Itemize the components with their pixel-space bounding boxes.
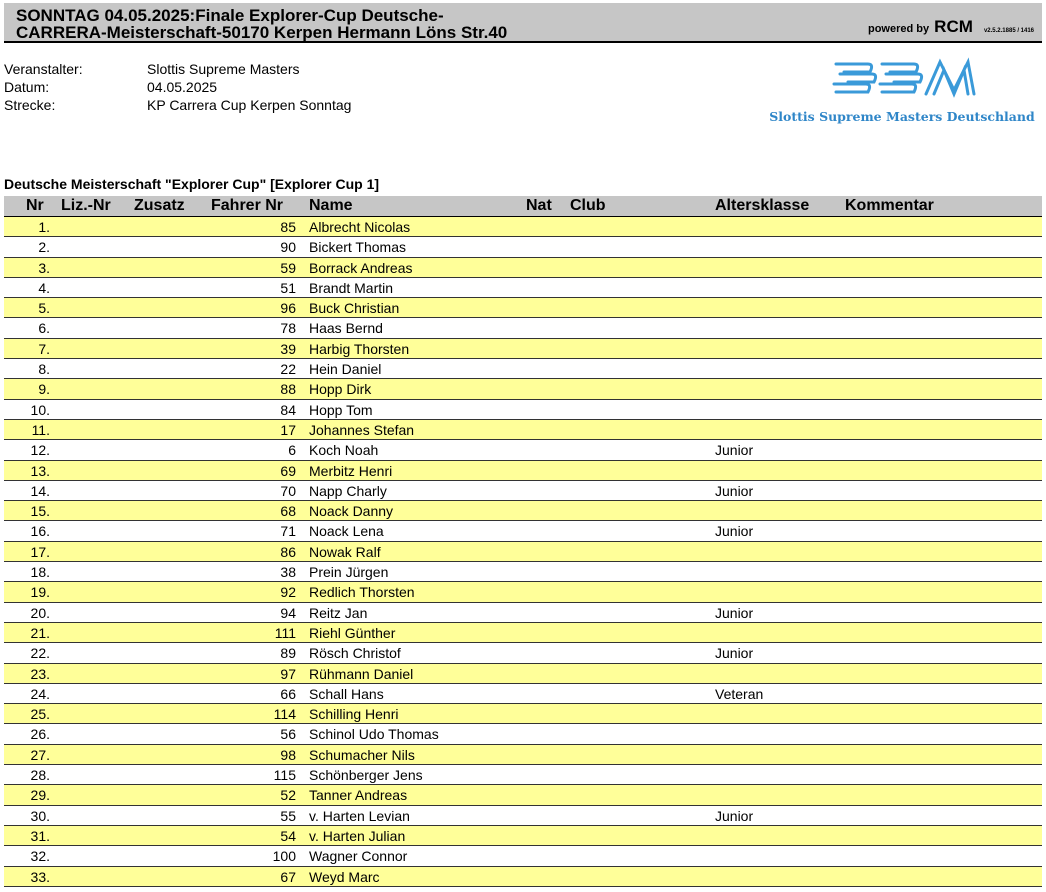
- table-row: [4, 704, 1042, 724]
- row-name: Merbitz Henri: [309, 462, 393, 479]
- table-row: [4, 278, 1042, 298]
- row-nr: 29.: [30, 787, 50, 804]
- table-row: [4, 846, 1042, 866]
- table-row: [4, 684, 1042, 704]
- row-fahrer-nr: 94: [280, 604, 296, 621]
- row-nr: 13.: [30, 462, 50, 479]
- table-row: [4, 562, 1042, 582]
- powered-by-label: powered by: [867, 23, 930, 35]
- row-fahrer-nr: 6: [288, 442, 296, 459]
- table-row: [4, 481, 1042, 501]
- veranstalter-label: Veranstalter:: [4, 61, 83, 77]
- table-row: [4, 542, 1042, 562]
- col-zusatz: Zusatz: [134, 197, 185, 214]
- col-altersklasse: Altersklasse: [715, 197, 810, 214]
- col-club: Club: [570, 197, 606, 214]
- logo-text: Slottis Supreme Masters Deutschland: [769, 109, 1035, 124]
- table-row: [4, 603, 1042, 623]
- row-fahrer-nr: 51: [280, 279, 296, 296]
- row-altersklasse: Junior: [715, 645, 754, 662]
- version-label: v2.5.2.1885 / 1416: [983, 28, 1034, 34]
- row-fahrer-nr: 52: [280, 787, 296, 804]
- table-row: [4, 501, 1042, 521]
- row-nr: 6.: [38, 320, 50, 337]
- row-fahrer-nr: 92: [280, 584, 296, 601]
- report-title-line-2: CARRERA-Meisterschaft-50170 Kerpen Hermann Löns Str.40: [16, 23, 508, 42]
- table-body: [4, 217, 1042, 887]
- table-row: [4, 359, 1042, 379]
- row-fahrer-nr: 98: [280, 746, 296, 763]
- row-nr: 26.: [30, 726, 50, 743]
- row-name: Johannes Stefan: [309, 421, 415, 438]
- row-nr: 27.: [30, 746, 50, 763]
- table-row: [4, 785, 1042, 805]
- row-name: Borrack Andreas: [309, 259, 413, 276]
- row-fahrer-nr: 59: [280, 259, 296, 276]
- row-fahrer-nr: 84: [280, 401, 296, 418]
- row-nr: 2.: [38, 239, 50, 256]
- row-nr: 21.: [30, 624, 50, 641]
- row-fahrer-nr: 22: [280, 361, 296, 378]
- table-row: [4, 400, 1042, 420]
- row-fahrer-nr: 85: [280, 219, 296, 235]
- table-row: [4, 521, 1042, 541]
- row-fahrer-nr: 90: [280, 239, 296, 256]
- row-nr: 17.: [30, 543, 50, 560]
- table-row: [4, 440, 1042, 460]
- report-title: [16, 7, 507, 41]
- table-row: [4, 379, 1042, 399]
- row-name: Prein Jürgen: [309, 564, 389, 581]
- row-nr: 33.: [30, 868, 50, 885]
- row-nr: 15.: [30, 503, 50, 520]
- row-fahrer-nr: 17: [280, 421, 296, 438]
- row-nr: 22.: [30, 645, 50, 662]
- row-fahrer-nr: 96: [280, 300, 296, 317]
- row-nr: 3.: [38, 259, 50, 276]
- row-fahrer-nr: 114: [273, 706, 296, 723]
- row-altersklasse: Junior: [715, 523, 754, 540]
- ssm-logo-mark: [764, 54, 1040, 106]
- section-title: Deutsche Meisterschaft "Explorer Cup" [Explorer Cup 1]: [4, 176, 380, 192]
- col-nr: Nr: [26, 197, 44, 214]
- row-nr: 16.: [30, 523, 50, 540]
- row-nr: 20.: [30, 604, 50, 621]
- row-name: Reitz Jan: [309, 604, 368, 621]
- row-name: Napp Charly: [309, 482, 387, 499]
- row-nr: 12.: [30, 442, 50, 459]
- row-fahrer-nr: 68: [280, 503, 296, 520]
- row-name: Bickert Thomas: [309, 239, 406, 256]
- row-altersklasse: Junior: [715, 482, 754, 499]
- row-nr: 31.: [30, 827, 50, 844]
- row-nr: 25.: [30, 706, 50, 723]
- ssm-logo: [764, 54, 1040, 126]
- row-name: Noack Lena: [309, 523, 384, 540]
- row-name: Wagner Connor: [309, 848, 408, 865]
- row-fahrer-nr: 100: [272, 848, 296, 865]
- row-nr: 19.: [30, 584, 50, 601]
- table-row: [4, 745, 1042, 765]
- row-name: Riehl Günther: [309, 624, 396, 641]
- row-altersklasse: Junior: [715, 807, 754, 824]
- row-name: Schumacher Nils: [309, 746, 415, 763]
- row-fahrer-nr: 78: [280, 320, 296, 337]
- row-altersklasse: Veteran: [715, 685, 764, 702]
- row-nr: 24.: [30, 685, 50, 702]
- row-fahrer-nr: 88: [280, 381, 296, 398]
- row-name: Noack Danny: [309, 503, 394, 520]
- row-name: Albrecht Nicolas: [309, 219, 411, 235]
- row-nr: 30.: [30, 807, 50, 824]
- strecke-label: Strecke:: [4, 97, 56, 113]
- row-name: Rühmann Daniel: [309, 665, 414, 682]
- row-nr: 28.: [30, 767, 50, 784]
- veranstalter-value: Slottis Supreme Masters: [147, 61, 300, 77]
- table-row: [4, 643, 1042, 663]
- table-row: [4, 461, 1042, 481]
- row-name: Haas Bernd: [309, 320, 383, 337]
- col-kommentar: Kommentar: [845, 197, 934, 214]
- row-fahrer-nr: 69: [280, 462, 296, 479]
- row-fahrer-nr: 70: [280, 482, 296, 499]
- row-nr: 14.: [30, 482, 50, 499]
- row-nr: 32.: [30, 848, 50, 865]
- row-fahrer-nr: 97: [280, 665, 296, 682]
- row-nr: 18.: [30, 564, 50, 581]
- row-nr: 5.: [38, 300, 50, 317]
- row-fahrer-nr: 55: [280, 807, 296, 824]
- row-fahrer-nr: 56: [280, 726, 296, 743]
- datum-value: 04.05.2025: [147, 79, 218, 95]
- row-fahrer-nr: 71: [280, 523, 296, 540]
- table-row: [4, 582, 1042, 602]
- row-fahrer-nr: 111: [274, 624, 296, 641]
- strecke-value: KP Carrera Cup Kerpen Sonntag: [147, 97, 352, 113]
- row-name: Hopp Tom: [309, 401, 373, 418]
- row-name: Schönberger Jens: [309, 767, 423, 784]
- table-row: [4, 420, 1042, 440]
- row-name: Rösch Christof: [309, 645, 401, 662]
- row-name: v. Harten Levian: [309, 807, 410, 824]
- row-altersklasse: Junior: [715, 442, 754, 459]
- row-name: Koch Noah: [309, 442, 379, 459]
- report-title-line-1: SONNTAG 04.05.2025:Finale Explorer-Cup Deutsche-: [16, 6, 444, 25]
- row-fahrer-nr: 86: [280, 543, 296, 560]
- brand-rcm: RCM: [934, 17, 973, 36]
- row-name: v. Harten Julian: [309, 827, 406, 844]
- row-altersklasse: Junior: [715, 604, 754, 621]
- row-name: Schinol Udo Thomas: [309, 726, 439, 743]
- powered-by: [868, 17, 1034, 37]
- row-name: Harbig Thorsten: [309, 340, 410, 357]
- row-fahrer-nr: 54: [280, 827, 296, 844]
- table-row: [4, 724, 1042, 744]
- table-row: [4, 318, 1042, 338]
- row-name: Brandt Martin: [309, 279, 394, 296]
- table-row: [4, 237, 1042, 257]
- table-row: [4, 867, 1042, 887]
- row-fahrer-nr: 39: [280, 340, 296, 357]
- row-name: Buck Christian: [309, 300, 400, 317]
- row-name: Tanner Andreas: [309, 787, 408, 804]
- table-header: [4, 196, 1042, 217]
- row-nr: 9.: [38, 381, 50, 398]
- report-title-bar: [4, 3, 1042, 43]
- table-row: [4, 664, 1042, 684]
- col-liz-nr: Liz.-Nr: [61, 197, 111, 214]
- col-fahrer-nr: Fahrer Nr: [211, 197, 284, 214]
- row-fahrer-nr: 115: [273, 767, 296, 784]
- row-fahrer-nr: 38: [280, 564, 296, 581]
- row-nr: 8.: [38, 361, 50, 378]
- row-name: Hein Daniel: [309, 361, 382, 378]
- row-nr: 11.: [31, 421, 50, 438]
- table-row: [4, 298, 1042, 318]
- row-nr: 1.: [38, 219, 50, 235]
- row-name: Schilling Henri: [309, 706, 399, 723]
- row-name: Redlich Thorsten: [309, 584, 415, 601]
- row-name: Nowak Ralf: [309, 543, 381, 560]
- row-nr: 4.: [38, 279, 50, 296]
- table-row: [4, 826, 1042, 846]
- table-row: [4, 623, 1042, 643]
- row-nr: 23.: [30, 665, 50, 682]
- row-fahrer-nr: 67: [280, 868, 296, 885]
- col-name: Name: [309, 197, 353, 214]
- row-nr: 10.: [30, 401, 50, 418]
- datum-label: Datum:: [4, 79, 50, 95]
- row-nr: 7.: [38, 340, 50, 357]
- table-row: [4, 806, 1042, 826]
- table-row: [4, 258, 1042, 278]
- row-name: Weyd Marc: [309, 868, 380, 885]
- col-nat: Nat: [526, 197, 552, 214]
- table-row: [4, 217, 1042, 237]
- row-fahrer-nr: 66: [280, 685, 296, 702]
- row-name: Schall Hans: [309, 685, 384, 702]
- row-name: Hopp Dirk: [309, 381, 372, 398]
- table-row: [4, 339, 1042, 359]
- row-fahrer-nr: 89: [280, 645, 296, 662]
- table-row: [4, 765, 1042, 785]
